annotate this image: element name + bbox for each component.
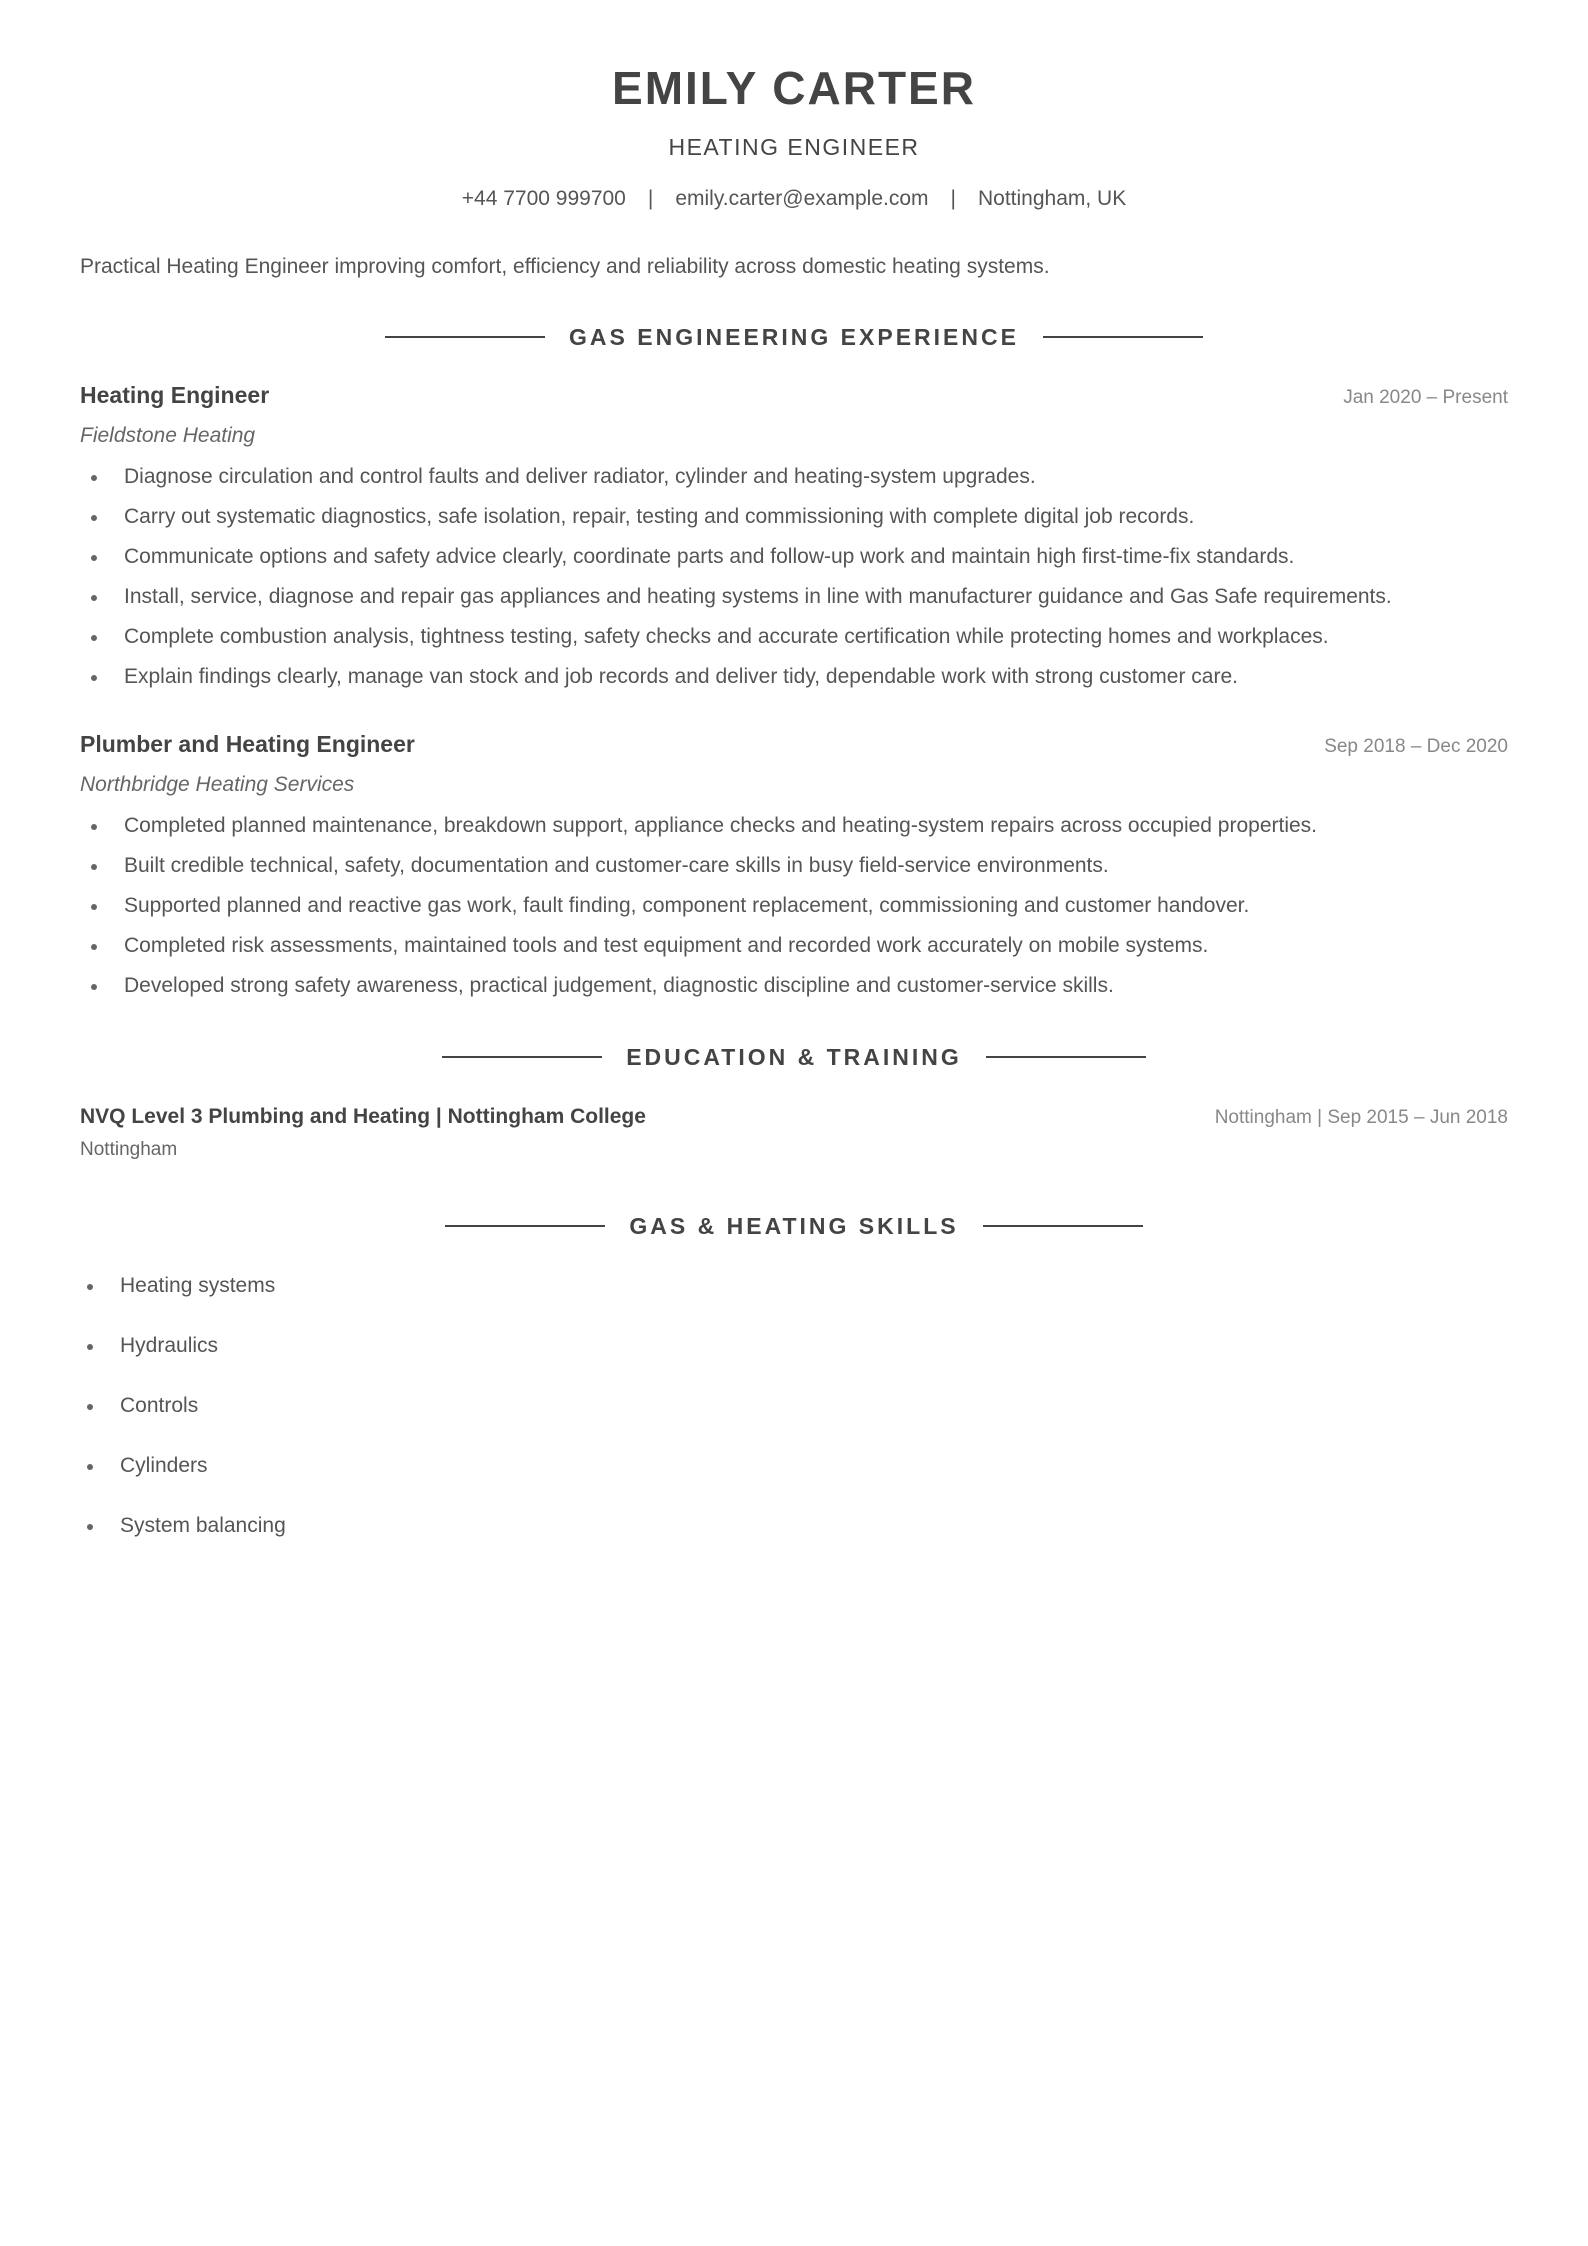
- job-bullet: Built credible technical, safety, documentation and customer-care skills in busy field-service environments.: [124, 846, 1508, 886]
- heading-rule: [986, 1056, 1146, 1058]
- heading-rule: [442, 1056, 602, 1058]
- education-location: Nottingham: [80, 1139, 178, 1160]
- education-meta: Nottingham | Sep 2015 – Jun 2018: [1214, 1107, 1508, 1128]
- heading-rule: [445, 1225, 605, 1227]
- skill-item: Hydraulics: [120, 1331, 1508, 1361]
- job-dates: Jan 2020 – Present: [1343, 387, 1508, 408]
- job-bullet: Carry out systematic diagnostics, safe isolation, repair, testing and commissioning with complete digital job records.: [124, 497, 1508, 537]
- job-bullet: Complete combustion analysis, tightness testing, safety checks and accurate certification while protecting homes and workplaces.: [124, 617, 1508, 657]
- job-bullet: Developed strong safety awareness, practical judgement, diagnostic discipline and customer-service skills.: [124, 966, 1508, 1006]
- location: Nottingham, UK: [977, 187, 1127, 210]
- section-heading-education: [80, 1042, 1508, 1072]
- skill-item: Heating systems: [120, 1271, 1508, 1301]
- contact-separator: |: [950, 187, 956, 210]
- section-heading-skills: [80, 1211, 1508, 1241]
- job-bullet: Diagnose circulation and control faults and deliver radiator, cylinder and heating-system upgrades.: [124, 457, 1508, 497]
- qualification-title: NVQ Level 3 Plumbing and Heating | Nottingham College: [80, 1105, 646, 1128]
- job-title: Heating Engineer: [80, 382, 270, 408]
- education-entry: [80, 1102, 1508, 1163]
- job-bullet: Supported planned and reactive gas work, fault finding, component replacement, commissioning and customer handover.: [124, 886, 1508, 926]
- job-bullet: Completed risk assessments, maintained tools and test equipment and recorded work accurately on mobile systems.: [124, 926, 1508, 966]
- skill-item: System balancing: [120, 1511, 1508, 1541]
- section-title: GAS ENGINEERING EXPERIENCE: [569, 324, 1019, 350]
- resume-header: [80, 0, 1508, 214]
- contact-separator: |: [647, 187, 654, 210]
- job-bullet: Explain findings clearly, manage van stock and job records and deliver tidy, dependable work with strong customer care.: [124, 657, 1508, 697]
- heading-rule: [1043, 336, 1203, 338]
- job-title: Plumber and Heating Engineer: [80, 731, 415, 757]
- job-bullets: [80, 806, 1508, 1006]
- phone-number: +44 7700 999700: [461, 187, 626, 210]
- skill-item: Cylinders: [120, 1451, 1508, 1481]
- skills-list: [80, 1271, 1508, 1541]
- contact-line: [80, 184, 1508, 214]
- company-name: Fieldstone Heating: [80, 424, 256, 447]
- section-title: EDUCATION & TRAINING: [626, 1044, 962, 1070]
- candidate-role: HEATING ENGINEER: [668, 134, 920, 160]
- heading-rule: [385, 336, 545, 338]
- heading-rule: [983, 1225, 1143, 1227]
- job-bullets: [80, 457, 1508, 697]
- section-heading-experience: [80, 322, 1508, 352]
- job-bullet: Communicate options and safety advice clearly, coordinate parts and follow-up work and maintain high first-time-fix standards.: [124, 537, 1508, 577]
- profile-summary: Practical Heating Engineer improving comfort, efficiency and reliability across domestic heating systems.: [80, 255, 1050, 278]
- job-bullet: Completed planned maintenance, breakdown support, appliance checks and heating-system repairs across occupied properties.: [124, 806, 1508, 846]
- job-bullet: Install, service, diagnose and repair gas appliances and heating systems in line with manufacturer guidance and Gas Safe requirements.: [124, 577, 1508, 617]
- job-entry: [80, 380, 1508, 697]
- company-name: Northbridge Heating Services: [80, 773, 355, 796]
- section-title: GAS & HEATING SKILLS: [629, 1213, 959, 1239]
- job-dates: Sep 2018 – Dec 2020: [1324, 736, 1508, 757]
- email-address: emily.carter@example.com: [675, 187, 929, 210]
- job-entry: [80, 729, 1508, 1006]
- skill-item: Controls: [120, 1391, 1508, 1421]
- candidate-name: EMILY CARTER: [612, 62, 976, 114]
